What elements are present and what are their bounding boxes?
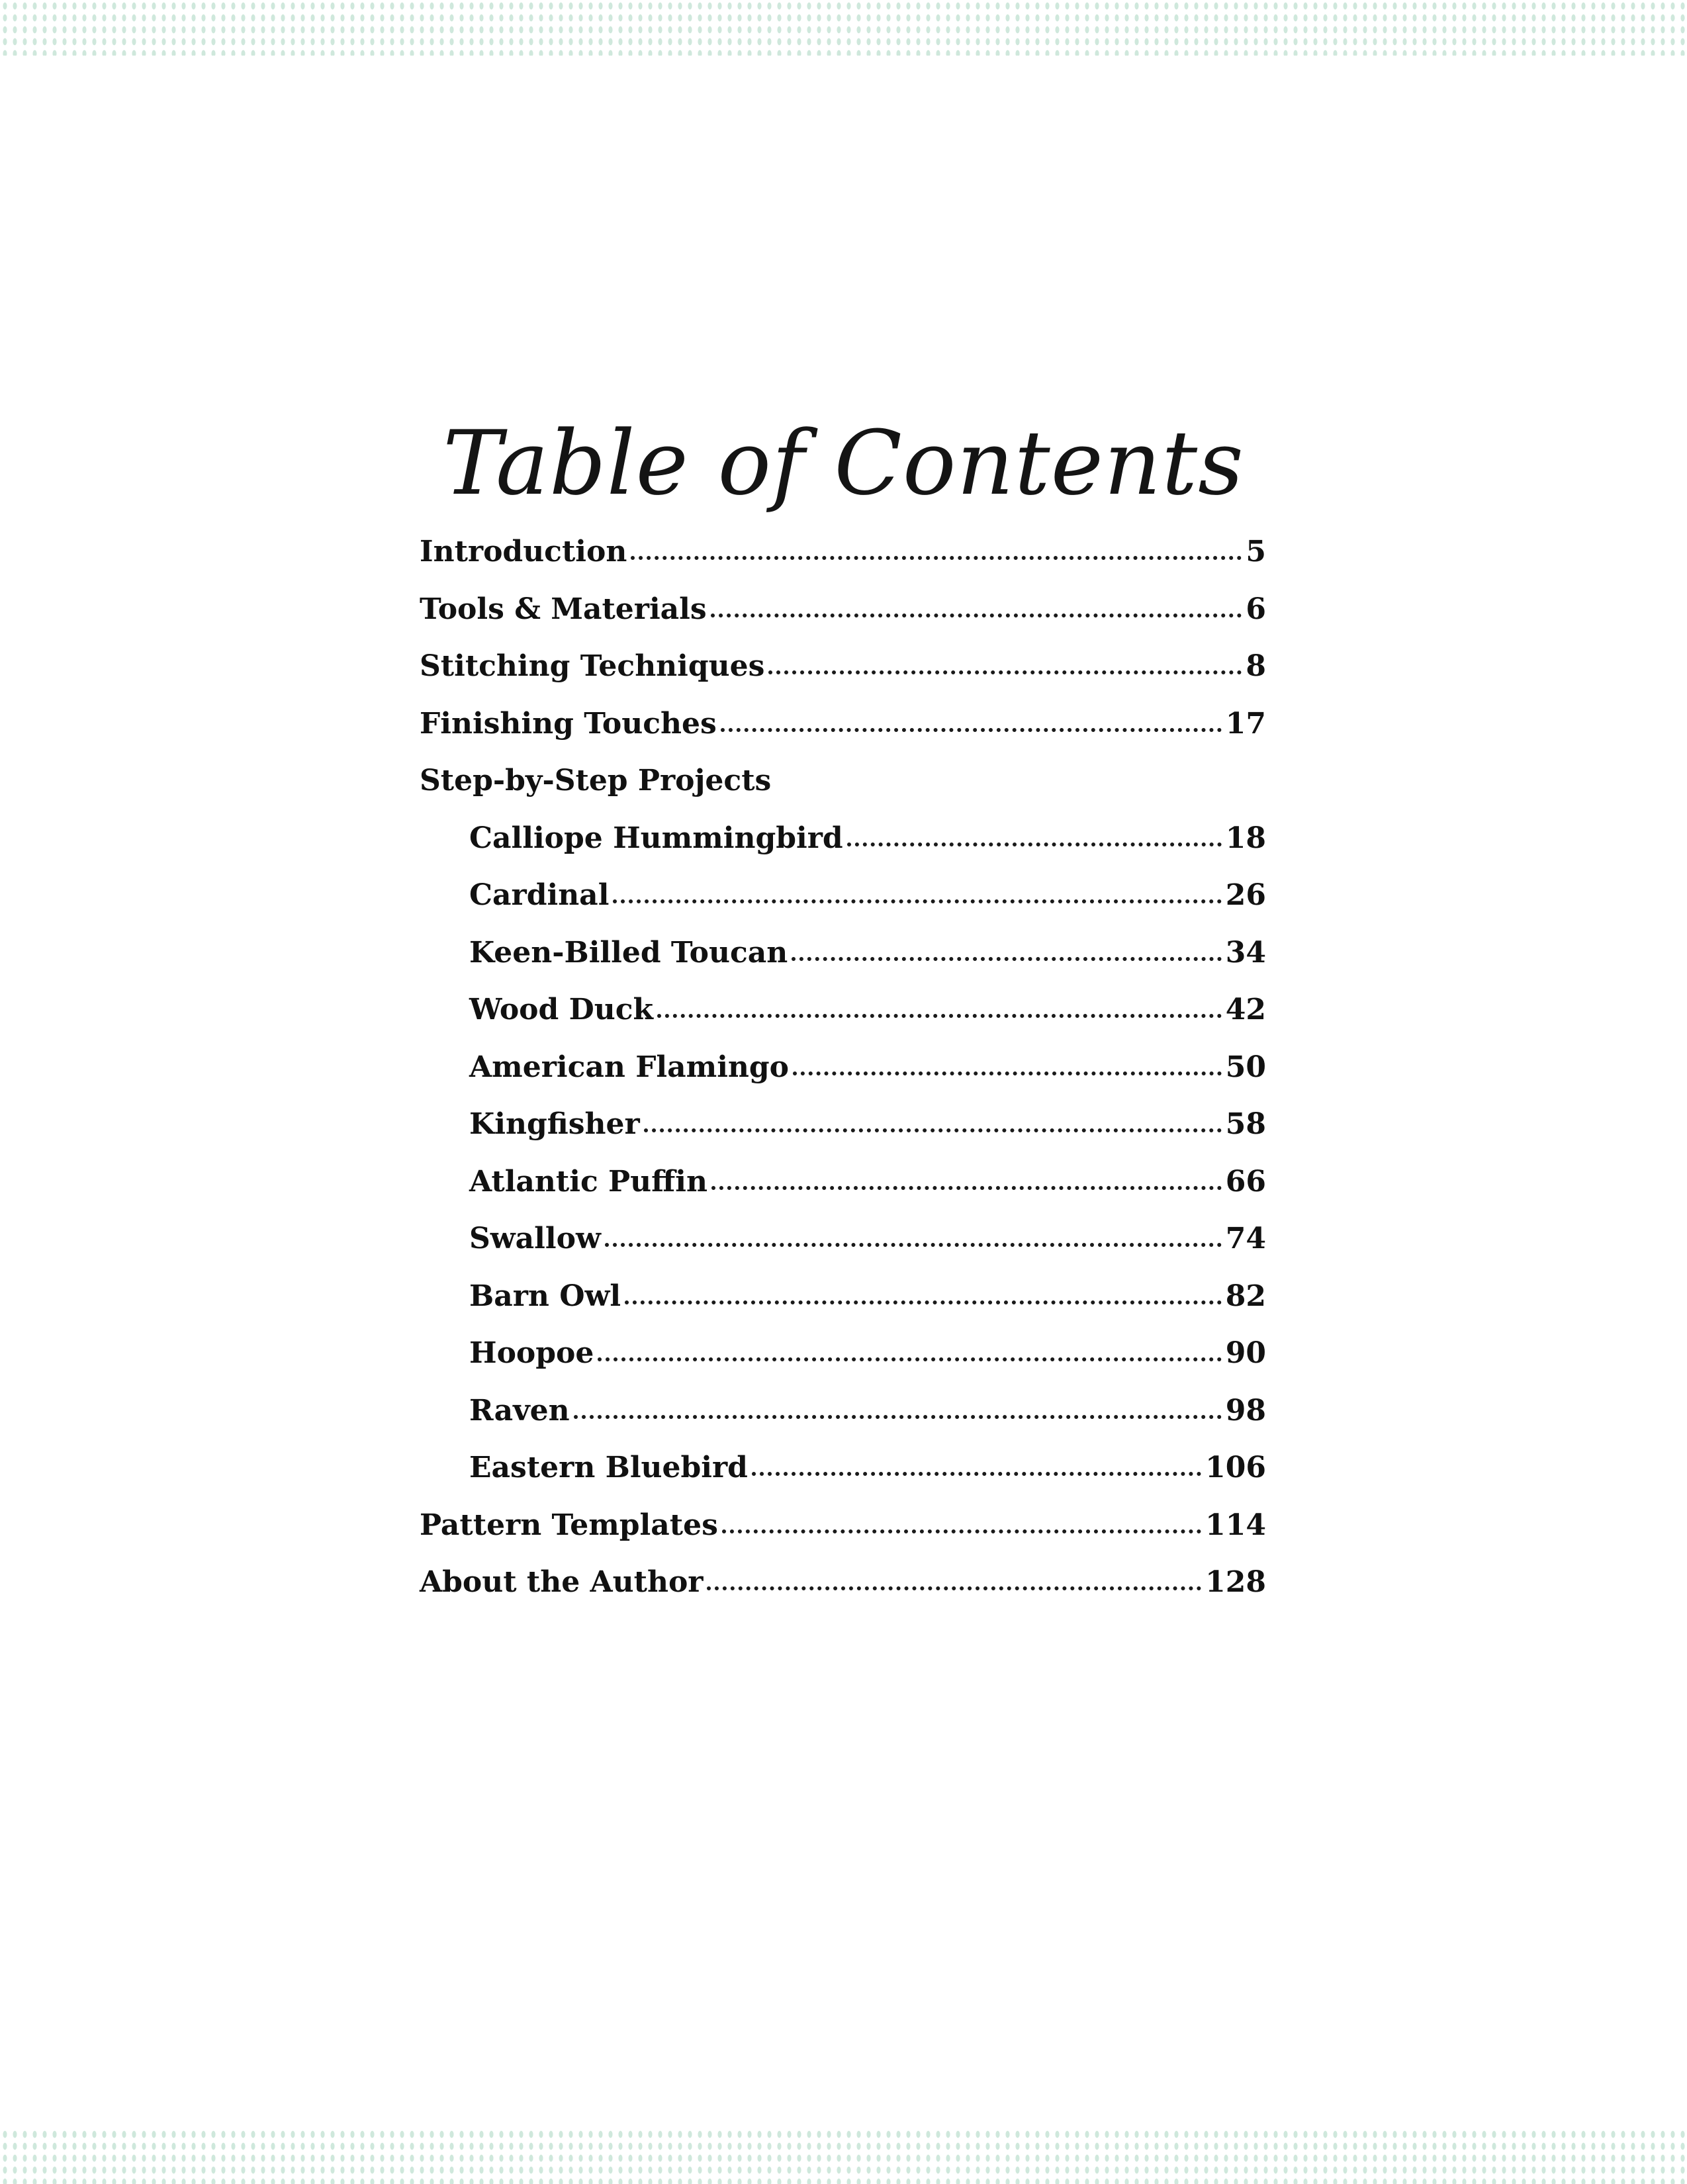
toc-entry-american-flamingo[interactable] xyxy=(420,1039,1266,1097)
top-stitch-border xyxy=(0,0,1687,56)
toc-entry-page: 58 xyxy=(1225,1107,1266,1141)
toc-entry-page: 106 xyxy=(1205,1451,1266,1484)
dot-leader xyxy=(598,1357,1221,1361)
toc-entry-raven[interactable] xyxy=(420,1383,1266,1440)
toc-entry-page: 74 xyxy=(1225,1222,1266,1255)
toc-entry-label: Raven xyxy=(469,1393,570,1428)
toc-entry-page: 98 xyxy=(1225,1393,1266,1428)
dot-leader xyxy=(793,1071,1222,1075)
toc-entry-label: Eastern Bluebird xyxy=(469,1451,748,1484)
toc-entry-page: 42 xyxy=(1225,993,1266,1026)
toc-entry-kingfisher[interactable] xyxy=(420,1096,1266,1154)
dot-leader xyxy=(752,1472,1201,1476)
dot-leader xyxy=(657,1014,1222,1018)
toc-entry-label: Calliope Hummingbird xyxy=(469,821,843,855)
toc-entry-finishing-touches[interactable] xyxy=(420,696,1266,753)
toc-entry-wood-duck[interactable] xyxy=(420,981,1266,1039)
toc-entry-label: Barn Owl xyxy=(469,1279,621,1313)
toc-entry-page: 6 xyxy=(1246,592,1266,626)
toc-entry-label: Keen-Billed Toucan xyxy=(469,935,788,970)
toc-entry-label: American Flamingo xyxy=(469,1050,790,1084)
toc-entry-label: Wood Duck xyxy=(469,993,654,1026)
page-title: Table of Contents xyxy=(443,411,1244,515)
dot-leader xyxy=(613,899,1221,903)
dot-leader xyxy=(721,728,1222,732)
toc-entry-tools-materials[interactable] xyxy=(420,581,1266,639)
toc-entry-label: Hoopoe xyxy=(469,1336,594,1370)
dot-leader xyxy=(644,1128,1222,1132)
toc-section-label: Step-by-Step Projects xyxy=(420,764,772,797)
toc-entry-keen-billed-toucan[interactable] xyxy=(420,925,1266,982)
toc-entry-page: 8 xyxy=(1246,649,1266,683)
toc-section-step-by-step-projects xyxy=(420,752,1266,810)
dot-leader xyxy=(722,1529,1201,1533)
toc-entry-hoopoe[interactable] xyxy=(420,1325,1266,1383)
toc-entry-page: 26 xyxy=(1225,878,1266,912)
toc-entry-label: Kingfisher xyxy=(469,1107,640,1141)
toc-entry-label: Cardinal xyxy=(469,878,610,912)
dot-leader xyxy=(625,1300,1222,1304)
dot-leader xyxy=(574,1415,1222,1419)
toc-entry-label: Introduction xyxy=(420,535,627,569)
dot-leader xyxy=(707,1586,1201,1590)
toc-entry-page: 18 xyxy=(1225,821,1266,855)
toc-entry-label: Tools & Materials xyxy=(420,592,707,626)
toc-entry-label: Stitching Techniques xyxy=(420,649,765,683)
dot-leader xyxy=(711,1186,1222,1190)
toc-entry-calliope-hummingbird[interactable] xyxy=(420,810,1266,868)
toc-entry-label: Finishing Touches xyxy=(420,706,717,741)
dot-leader xyxy=(847,842,1222,846)
dot-leader xyxy=(711,614,1242,617)
toc-entry-eastern-bluebird[interactable] xyxy=(420,1439,1266,1497)
dot-leader xyxy=(792,957,1222,961)
toc-entry-label: Pattern Templates xyxy=(420,1508,718,1542)
toc-entry-about-the-author[interactable] xyxy=(420,1554,1266,1612)
toc-entry-page: 82 xyxy=(1225,1279,1266,1313)
toc-entry-swallow[interactable] xyxy=(420,1210,1266,1268)
toc-entry-label: Swallow xyxy=(469,1222,601,1255)
toc-entry-label: About the Author xyxy=(420,1565,704,1599)
toc-entry-pattern-templates[interactable] xyxy=(420,1497,1266,1555)
toc-entry-barn-owl[interactable] xyxy=(420,1268,1266,1326)
toc-entry-page: 114 xyxy=(1205,1508,1266,1542)
toc-entry-page: 17 xyxy=(1225,706,1266,741)
toc-entry-stitching-techniques[interactable] xyxy=(420,638,1266,696)
toc-entry-page: 128 xyxy=(1205,1565,1266,1599)
toc-entry-label: Atlantic Puffin xyxy=(469,1164,707,1199)
toc-entry-page: 66 xyxy=(1225,1164,1266,1199)
toc-entry-page: 5 xyxy=(1246,535,1266,569)
toc-list xyxy=(420,523,1266,1612)
toc-entry-page: 34 xyxy=(1225,935,1266,970)
bottom-stitch-border xyxy=(0,2128,1687,2184)
dot-leader xyxy=(605,1243,1222,1247)
toc-entry-cardinal[interactable] xyxy=(420,867,1266,925)
toc-entry-introduction[interactable] xyxy=(420,523,1266,581)
toc-entry-page: 90 xyxy=(1225,1336,1266,1370)
dot-leader xyxy=(768,670,1242,674)
dot-leader xyxy=(631,556,1242,560)
toc-entry-page: 50 xyxy=(1225,1050,1266,1084)
toc-entry-atlantic-puffin[interactable] xyxy=(420,1154,1266,1211)
